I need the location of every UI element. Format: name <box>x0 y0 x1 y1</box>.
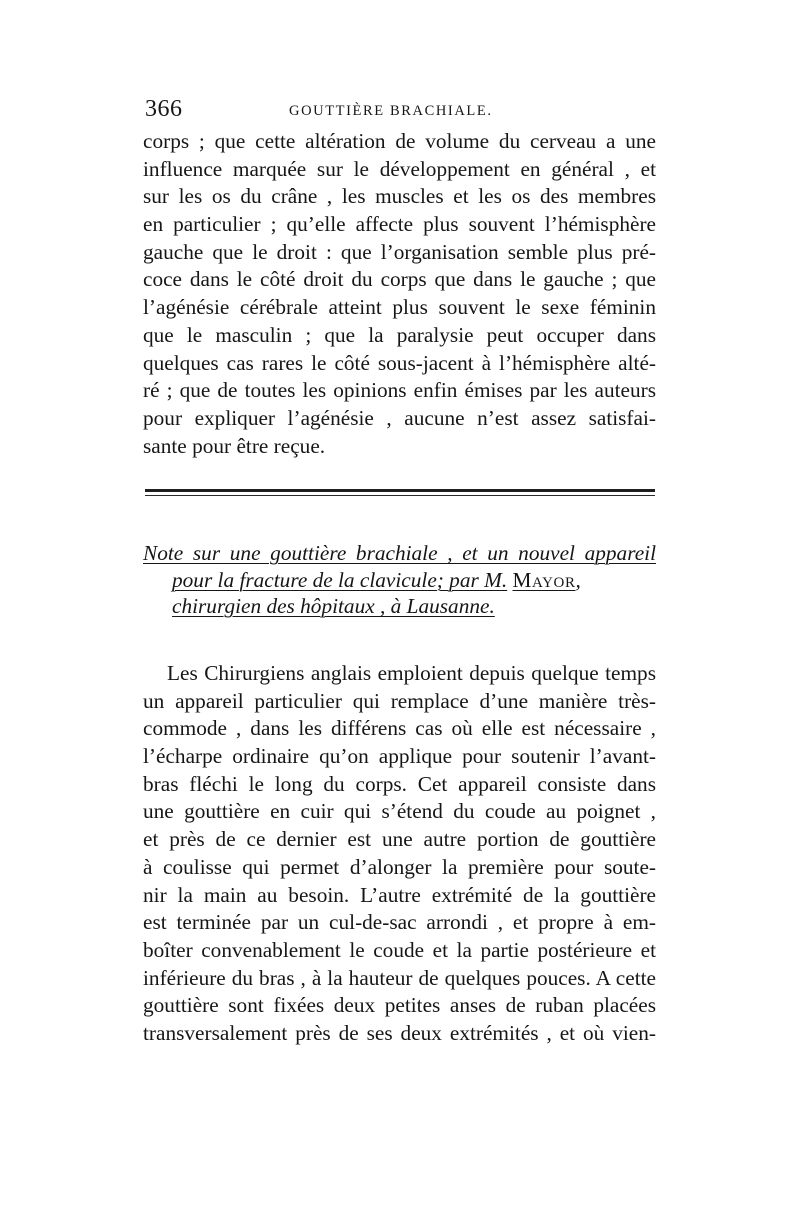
text-line: quelques cas rares le côté sous-jacent à l’hémisphère alté- <box>143 350 656 375</box>
text-line: l’agénésie cérébrale atteint plus souvent le sexe féminin <box>143 295 656 320</box>
text-line: bras fléchi le long du corps. Cet appareil consiste dans <box>143 771 656 796</box>
article-title-text: , <box>575 567 581 592</box>
text-line: Les Chirurgiens anglais emploient depuis quelque temps <box>167 661 656 685</box>
article-body-paragraph <box>143 660 656 1048</box>
section-divider <box>145 489 655 497</box>
article-title-line <box>143 540 656 567</box>
page-number: 366 <box>145 96 183 122</box>
text-line: sur les os du crâne , les muscles et les os des membres <box>143 184 656 209</box>
text-line: influence marquée sur le développement en général , et <box>143 156 656 181</box>
running-head: GOUTTIÈRE BRACHIALE. <box>289 103 493 119</box>
text-line: que le masculin ; que la paralysie peut occuper dans <box>143 322 656 347</box>
page-header <box>143 96 656 126</box>
text-line: l’écharpe ordinaire qu’on applique pour soutenir l’avant- <box>143 744 656 769</box>
text-line: est terminée par un cul-de-sac arrondi , et propre à em- <box>143 910 656 935</box>
article-title <box>143 540 663 620</box>
divider-thick-rule <box>145 489 655 492</box>
text-line: et près de ce dernier est une autre portion de gouttière <box>143 827 656 852</box>
text-line: sante pour être reçue. <box>143 433 326 458</box>
author-name: Mayor <box>512 567 576 592</box>
text-line: gouttière sont fixées deux petites anses de ruban placées <box>143 993 656 1018</box>
text-line: en particulier ; qu’elle affecte plus souvent l’hémisphère <box>143 212 656 237</box>
text-line: inférieure du bras , à la hauteur de quelques pouces. A cette <box>143 965 656 990</box>
article-title-line <box>143 567 663 594</box>
article-title-text: chirurgien des hôpitaux , à Lausanne. <box>172 594 495 618</box>
article-title-line <box>143 593 663 620</box>
text-line: corps ; que cette altération de volume du cerveau a une <box>143 129 656 153</box>
text-line: gauche que le droit : que l’organisation semble plus pré- <box>143 239 656 264</box>
text-line: coce dans le côté droit du corps que dans le gauche ; que <box>143 267 656 292</box>
text-line: un appareil particulier qui remplace d’une manière très- <box>143 688 656 713</box>
article-title-text: pour la fracture de la clavicule; par M. <box>172 567 508 592</box>
text-line: commode , dans les différens cas où elle est nécessaire , <box>143 716 656 741</box>
article-title-text: Note sur une gouttière brachiale , et un nouvel appareil <box>143 541 656 565</box>
paragraph-continued <box>143 128 656 460</box>
divider-thin-rule <box>145 495 655 496</box>
text-line: à coulisse qui permet d’alonger la première pour soute- <box>143 854 656 879</box>
text-line: transversalement près de ses deux extrémités , et où vien- <box>143 1020 656 1045</box>
text-line: boîter convenablement le coude et la partie postérieure et <box>143 937 656 962</box>
text-line: ré ; que de toutes les opinions enfin émises par les auteurs <box>143 378 656 403</box>
text-line: nir la main au besoin. L’autre extrémité de la gouttière <box>143 882 656 907</box>
text-line: une gouttière en cuir qui s’étend du coude au poignet , <box>143 799 656 824</box>
text-line: pour expliquer l’agénésie , aucune n’est assez satisfai- <box>143 405 656 430</box>
